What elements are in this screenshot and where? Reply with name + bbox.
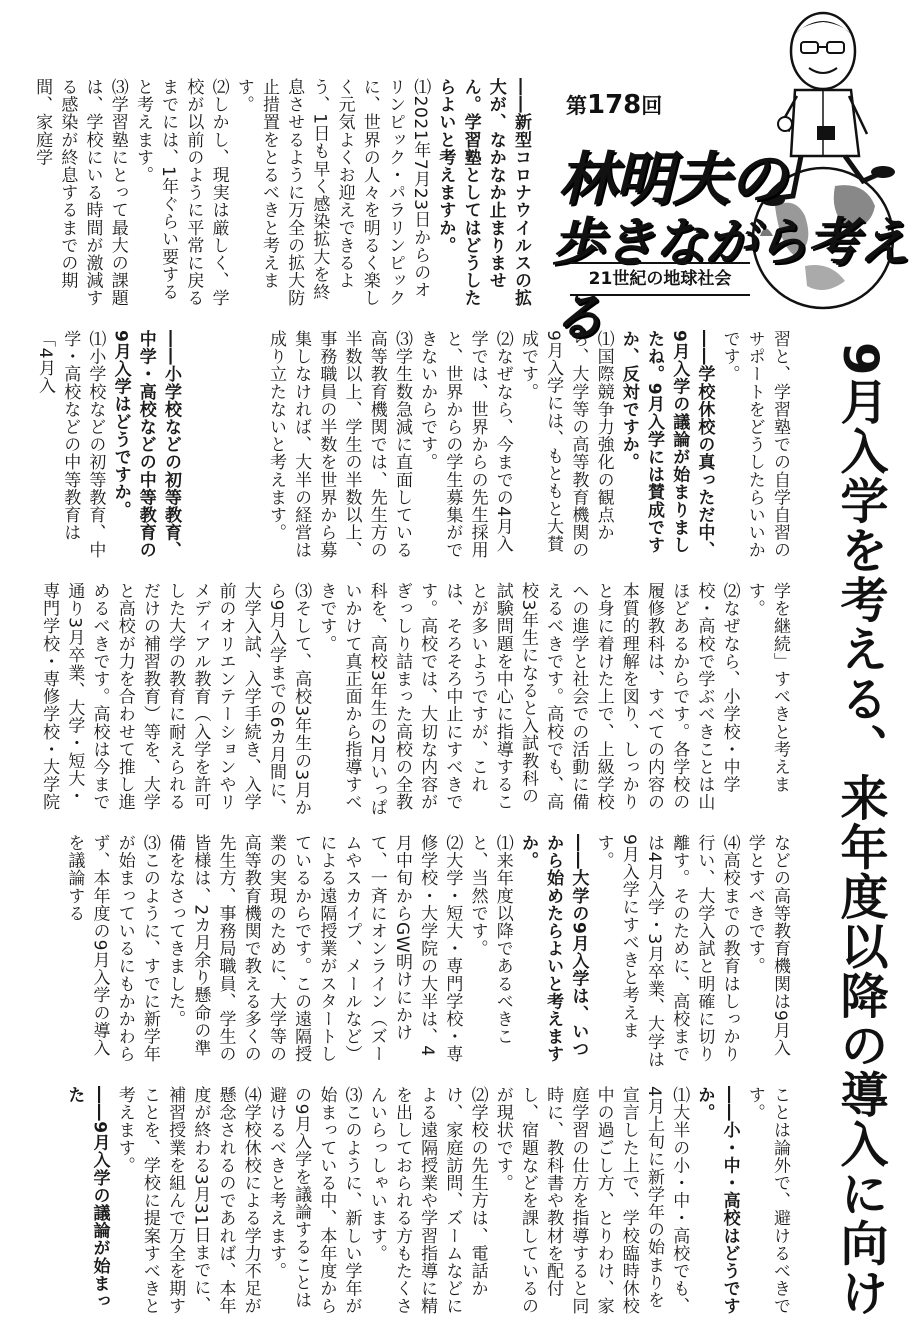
- interview-question: ――学校休校の真っただ中、9月入学の議論が始まりましたね。9月入学には賛成ですか、反対ですか。: [618, 330, 715, 559]
- answer-paragraph: ⑴大半の小・中・高校でも、4月上旬に新学年の始まりを宣言した上で、学校臨時休校中の過ごし方、とりわけ、家庭学習の仕方を指導すると同時に、教科書や教材を配付し、宿題などを課しているのが現状です。: [492, 1086, 690, 1315]
- answer-paragraph: ⑴国際競争力強化の観点から、大学等の高等教育機関の9月入学には、もともと大賛成です。: [517, 330, 614, 559]
- text-block-row1-right: [200, 330, 792, 568]
- answer-paragraph: ⑶学生数急減に直面している高等教育機関では、先生方の半数以上、学生の半数以上、事務職員の半数を世界から募集しなければ、大半の経営は成り立たないと考えます。: [265, 330, 412, 559]
- issue-suffix: 回: [641, 94, 663, 118]
- answer-paragraph: ⑶学習塾にとって最大の課題は、学校にいる時間が激減する感染が終息するまでの期間、家庭学: [32, 78, 128, 307]
- answer-paragraph: ⑵大学・短大・専門学校・専修学校・大学院の大半は、4月中旬からGW明けにかけて、一斉にオンライン（ズームやスカイプ、メールなど）による遠隔授業がスタートしているからです。この遠隔授業の実現のために、大学等の高等教育機関で教える多くの先生方、事務局職員、学生の皆様は、2カ月余り懸命の準備をなさってきました。: [165, 834, 463, 1063]
- answer-paragraph: ⑶このように、新しい学年が始まっている中、本年度からの9月入学を議論することは避けるべきと考えます。: [265, 1086, 362, 1315]
- issue-number-label: [566, 90, 662, 120]
- answer-paragraph: ⑴来年度以降であるべきこと、当然です。: [467, 834, 513, 1046]
- answer-paragraph: ⑵なぜなら、小学校・中学校・高校で学ぶべきことは山ほどあるからです。各学校の履修教科は、すべての内容の本質的理解を図り、しっかりと身に着けた上で、上級学校への進学と社会での活動に備えるべきです。高校でも、高校3年生になると入試教科の試験問題を中心に指導することが多いようですが、これは、そろそろ中止にすべきです。高校では、大切な内容がぎっしり詰まった高校の全教科を、高校3年生の2月いっぱいかけて真正面から指導すべきです。: [316, 582, 740, 817]
- interview-question: ――9月入学の議論が始まった: [64, 1086, 110, 1310]
- answer-paragraph: ことは論外で、避けるべきです。: [744, 1086, 790, 1315]
- answer-paragraph: ⑴小学校などの初等教育、中学・高校などの中等教育は「4月入: [34, 330, 106, 559]
- answer-paragraph: ⑷高校までの教育はしっかり行い、大学入試と明確に切り離す。そのために、高校までは4月入学・3月卒業、大学は9月入学にすべきと考えます。: [593, 834, 740, 1069]
- answer-paragraph: ⑵学校の先生方は、電話かけ、家庭訪問、ズームなどによる遠隔授業や学習指導に精を出しておられる方もたくさんいらっしゃいます。: [366, 1086, 488, 1315]
- interview-question: ――小学校などの初等教育、中学・高校などの中等教育の9月入学はどうですか。: [110, 330, 181, 559]
- answer-paragraph: ⑶このように、すでに新学年が始まっているにもかかわらず、本年度の9月入学の導入を議論する: [64, 834, 160, 1063]
- text-block-top-right: [28, 78, 533, 308]
- series-title-line1: 林明夫の: [558, 145, 787, 213]
- answer-paragraph: ⑴2021年7月23日からのオリンピック・パラリンピックに、世界の人々を明るく楽しく元気よくお迎えできるよう、1日も早く感染拡大を終息させるように万全の拡大防止措置をとるべきと考えます。: [233, 78, 431, 307]
- text-block-row3: [28, 834, 792, 1072]
- answer-paragraph: などの高等教育機関は9月入学とすべきです。: [744, 834, 790, 1057]
- answer-paragraph: 習と、学習塾での自学自習のサポートをどうしたらいいかです。: [719, 330, 790, 559]
- answer-paragraph: ⑵しかし、現実は厳しく、学校が以前のように平常に戻るまでには、1年ぐらい要すると考えます。: [132, 78, 229, 307]
- answer-paragraph: 学を継続」すべきと考えます。: [744, 582, 790, 794]
- text-block-row2: [28, 582, 792, 820]
- series-title-line2: 歩きながら考える: [552, 213, 910, 348]
- text-block-row4: [28, 1086, 792, 1324]
- interview-question: ――小・中・高校はどうですか。: [694, 1086, 740, 1315]
- answer-paragraph: ⑷学校休校による学力不足が懸念されるのであれば、本年度が終わる3月31日までに、補習授業を組んで万全を期すことを、学校に提案すべきと考えます。: [114, 1086, 261, 1315]
- issue-prefix: 第: [566, 94, 587, 118]
- series-subtitle: 21世紀の地球社会: [570, 262, 750, 296]
- answer-paragraph: ⑵なぜなら、今までの4月入学では、世界からの先生採用と、世界からの学生募集ができないからです。: [417, 330, 513, 559]
- text-block-row1-left: [28, 330, 183, 568]
- interview-question: ――大学の9月入学は、いつから始めたらよいと考えますか。: [517, 834, 589, 1063]
- interview-question: ――新型コロナウイルスの拡大が、なかなか止まりません。学習塾としてはどうしたらよいと考えますか。: [435, 78, 531, 307]
- article-headline: 9月入学を考える、来年度以降の導入に向け: [832, 342, 888, 1318]
- issue-number: 178: [587, 90, 642, 120]
- answer-paragraph: ⑶そして、高校3年生の3月から9月入学までの6カ月間に、大学入試、入学手続き、入学前のオリエンテーションやリメディアル教育（入学を許可した大学の教育に耐えられるだけの補習教育）等を、大学と高校が力を合わせて推し進めるべきです。高校は今まで通り3月卒業、大学・短大・専門学校・専修学校・大学院: [39, 582, 312, 817]
